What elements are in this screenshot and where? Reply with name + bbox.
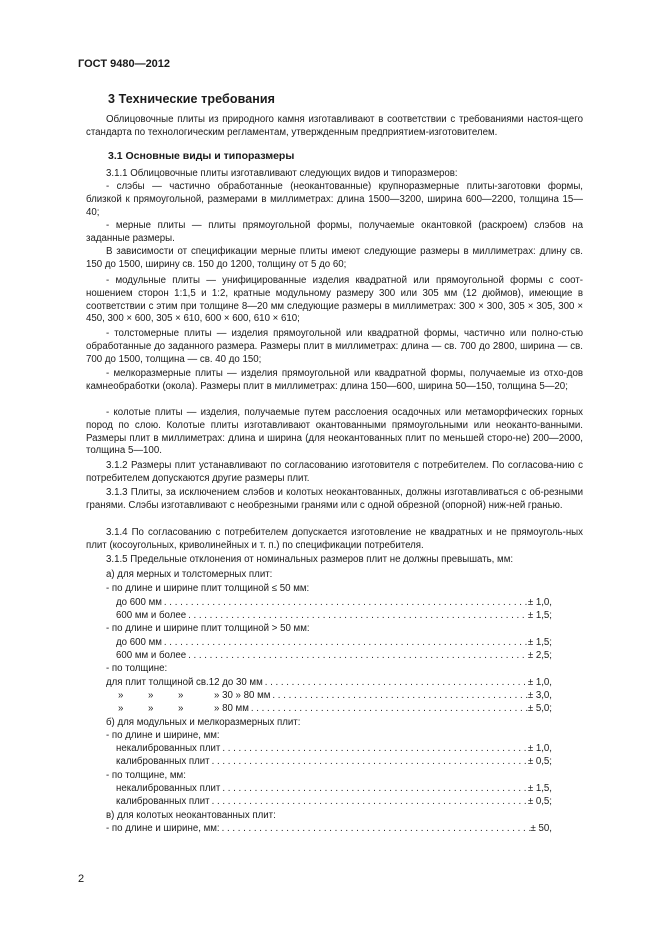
ditto-mark: » xyxy=(118,690,124,701)
leader-dots xyxy=(263,676,528,689)
standard-code: ГОСТ 9480—2012 xyxy=(78,58,171,70)
tolerance-label: некалиброванных плит xyxy=(116,743,221,754)
leader-dots xyxy=(210,755,528,768)
tolerance-row xyxy=(116,609,552,622)
tolerance-value: ± 3,0, xyxy=(527,690,552,701)
ditto-mark: » xyxy=(118,703,124,714)
leader-dots xyxy=(220,782,527,795)
intro-paragraph: Облицовочные плиты из природного камня изготавливают в соответствии с требованиями настоя-щего стандарта по технологическим регламентам, утвержденным предприятием-изготовителем. xyxy=(86,114,583,138)
section-title: 3 Технические требования xyxy=(108,92,276,106)
tolerance-value: ± 5,0; xyxy=(527,703,552,714)
tolerance-label: для плит толщиной св.12 до 30 мм xyxy=(106,677,263,688)
ditto-mark: » xyxy=(178,690,184,701)
ditto-mark: » xyxy=(148,690,154,701)
leader-dots xyxy=(249,702,528,715)
paragraph-3-1-5: 3.1.5 Предельные отклонения от номинальных размеров плит не должны превышать, мм: xyxy=(106,554,514,565)
paragraph-3-1-4: 3.1.4 По согласованию с потребителем допускается изготовление не квадратных и не прямоуголь-ных плит (косоугольных, криволинейных и т. п.) по спецификации потребителя. xyxy=(86,527,583,551)
tolerance-row xyxy=(116,782,552,795)
tolerance-value: ± 1,5; xyxy=(527,610,552,621)
tolerance-value: ± 1,0, xyxy=(527,743,552,754)
tolerance-value: ± 1,5; xyxy=(527,637,552,648)
tolerance-value: ± 50, xyxy=(530,823,552,834)
leader-dots xyxy=(186,649,528,662)
tolerance-value: ± 0,5; xyxy=(527,756,552,767)
leader-dots xyxy=(220,742,527,755)
tolerance-label: » 30 » 80 мм xyxy=(214,690,271,701)
tolerance-label: 600 мм и более xyxy=(116,650,187,661)
tolerance-label: до 600 мм xyxy=(116,637,162,648)
tolerance-row xyxy=(116,596,552,609)
paragraph-mernye-sizes: В зависимости от спецификации мерные плиты имеют следующие размеры в миллиметрах: длину св. 150 до 1500, ширину св. 150 до 1200, толщину от 5 до 60; xyxy=(86,246,583,270)
tolerance-value: ± 1,0, xyxy=(527,597,552,608)
paragraph-thick: - толстомерные плиты — изделия прямоугольной или квадратной формы, частично или полно-стью обработанные до заданного размера. Размеры плит в миллиметрах: длина — св. 700 до 2800, ширина — св. 700 до 1500, толщина — св. 40 до 150; xyxy=(86,328,583,365)
paragraph-3-1-2: 3.1.2 Размеры плит устанавливают по согласованию изготовителя с потребителем. По согласова-нию с потребителем допускаются другие размеры плит. xyxy=(86,460,583,484)
list-subitem: - по толщине, мм: xyxy=(106,770,186,781)
tolerance-value: ± 0,5; xyxy=(527,796,552,807)
tolerance-row xyxy=(116,755,552,768)
paragraph-3-1-3: 3.1.3 Плиты, за исключением слэбов и колотых неокантованных, должны изготавливаться с об-резными гранями. Слэбы изготавливают с необрезными гранями или с одной обрезной (опорной) ниж-ней гранью. xyxy=(86,487,583,511)
page-number: 2 xyxy=(78,873,85,885)
list-item-c: в) для колотых неокантованных плит: xyxy=(106,810,276,821)
tolerance-row xyxy=(106,822,552,835)
tolerance-row xyxy=(214,689,552,702)
tolerance-value: ± 1,5, xyxy=(527,783,552,794)
tolerance-label: калиброванных плит xyxy=(116,796,210,807)
ditto-mark: » xyxy=(148,703,154,714)
tolerance-row xyxy=(214,702,552,715)
tolerance-row xyxy=(106,676,552,689)
tolerance-label: » 80 мм xyxy=(214,703,249,714)
leader-dots xyxy=(270,689,527,702)
ditto-mark: » xyxy=(178,703,184,714)
tolerance-label: некалиброванных плит xyxy=(116,783,221,794)
paragraph-modular: - модульные плиты — унифицированные изделия квадратной или прямоугольной формы с соот-ношением сторон 1:1,5 и 1:2, кратные модульному размеру 300 или 305 мм (12 дюймов), имеющие в соответствии с этим при толщине 8—20 мм следующие размеры в миллиметрах: 300 × 300, 305 × 305, 300 × 450, 300 × 600, 305 × 610, 600 × 600, 610 × 610; xyxy=(86,275,583,325)
leader-dots xyxy=(186,609,528,622)
paragraph-slabs: - слэбы — частично обработанные (неокантованные) крупноразмерные плиты-заготовки формы, близкой к прямоугольной, размерами в миллиметрах: длина 1500—3200, ширина 600—2200, толщина 15—40; xyxy=(86,181,583,218)
list-item-b: б) для модульных и мелкоразмерных плит: xyxy=(106,717,301,728)
list-subitem: - по длине и ширине, мм: xyxy=(106,730,220,741)
paragraph-mernye: - мерные плиты — плиты прямоугольной формы, получаемые окантовкой (раскроем) слэбов на заданные размеры. xyxy=(86,220,583,244)
subsection-title: 3.1 Основные виды и типоразмеры xyxy=(108,150,295,162)
tolerance-label: калиброванных плит xyxy=(116,756,210,767)
leader-dots xyxy=(220,822,531,835)
leader-dots xyxy=(162,596,528,609)
list-item-a: а) для мерных и толстомерных плит: xyxy=(106,569,273,580)
tolerance-row xyxy=(116,795,552,808)
leader-dots xyxy=(210,795,528,808)
tolerance-row xyxy=(116,636,552,649)
paragraph-3-1-1: 3.1.1 Облицовочные плиты изготавливают следующих видов и типоразмеров: xyxy=(106,168,458,179)
tolerance-label: - по длине и ширине, мм: xyxy=(106,823,220,834)
list-subitem: - по длине и ширине плит толщиной ≤ 50 мм: xyxy=(106,583,310,594)
tolerance-row xyxy=(116,649,552,662)
tolerance-label: 600 мм и более xyxy=(116,610,187,621)
leader-dots xyxy=(162,636,528,649)
tolerance-value: ± 2,5; xyxy=(527,650,552,661)
tolerance-label: до 600 мм xyxy=(116,597,162,608)
paragraph-split: - колотые плиты — изделия, получаемые путем расслоения осадочных или метаморфических горных пород по слою. Колотые плиты изготавливают окантованными прямоугольными или неоканто-ванными. Размеры плит в миллиметрах: длина и ширина (для неокантованных плит по меньшей сторо-не) 200—2000, толщина 5—100. xyxy=(86,407,583,457)
list-subitem: - по длине и ширине плит толщиной > 50 мм: xyxy=(106,623,310,634)
list-subitem: - по толщине: xyxy=(106,663,168,674)
tolerance-value: ± 1,0, xyxy=(527,677,552,688)
tolerance-row xyxy=(116,742,552,755)
paragraph-small: - мелкоразмерные плиты — изделия прямоугольной или квадратной формы, получаемые из отхо-дов камнеобработки (окола). Размеры плит в миллиметрах: длина 150—600, ширина 50—150, толщина 5—20; xyxy=(86,368,583,392)
